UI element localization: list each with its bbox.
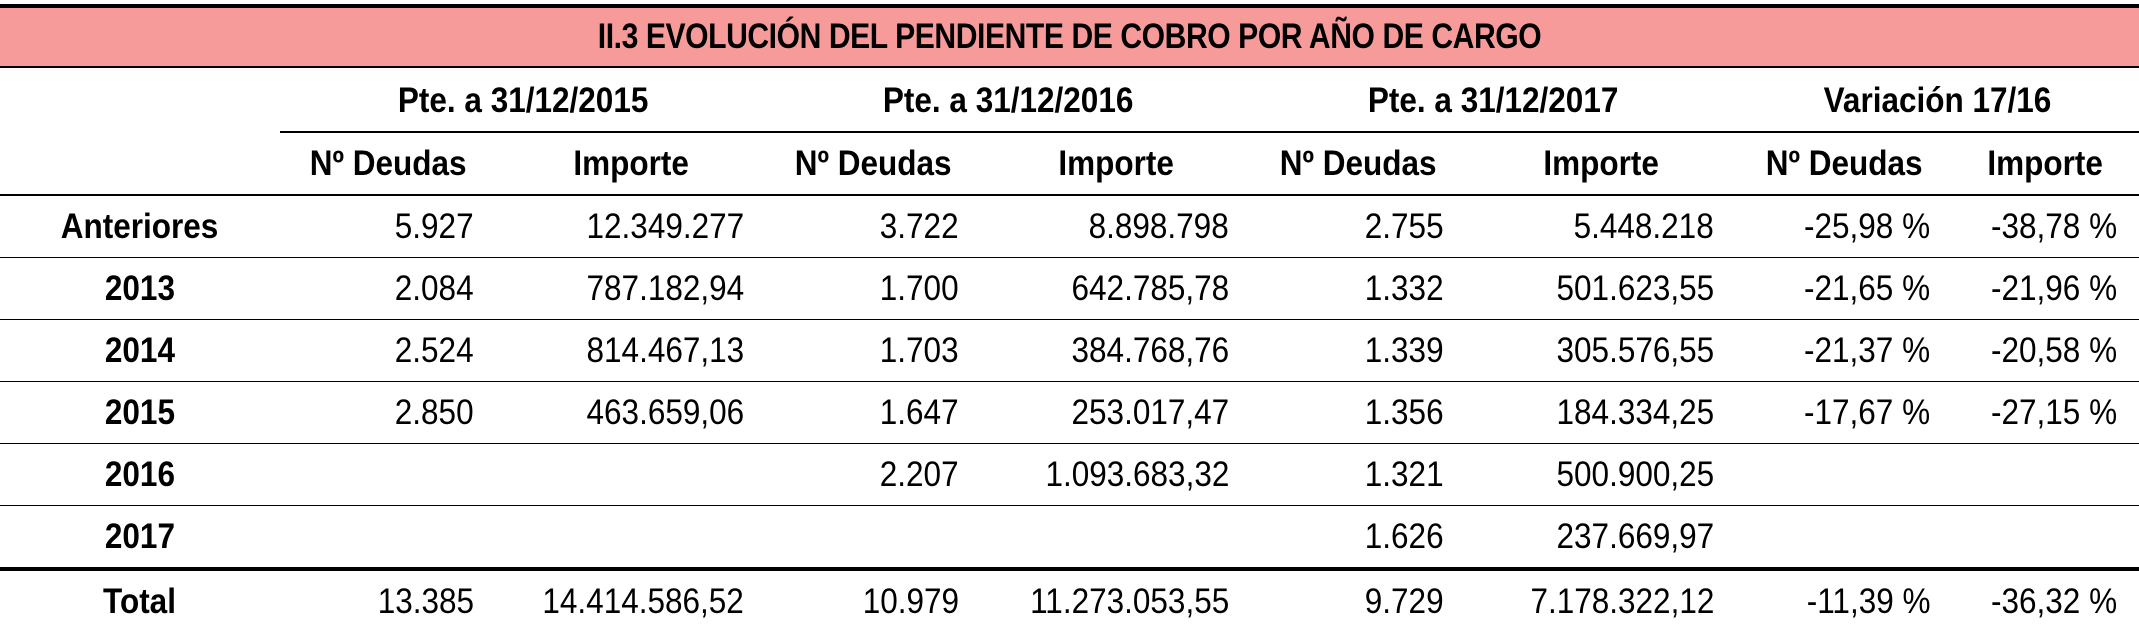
sub-header-importe-2016: Importe <box>981 132 1251 195</box>
row-label: 2013 <box>0 258 280 320</box>
table-cell <box>1736 506 1952 570</box>
row-label: 2017 <box>0 506 280 570</box>
corner-cell-sub <box>0 132 280 195</box>
table-cell: 8.898.798 <box>981 195 1251 258</box>
table-cell: 3.722 <box>766 195 981 258</box>
table-cell: 814.467,13 <box>496 320 766 382</box>
sub-header-deudas-2015: Nº Deudas <box>280 132 496 195</box>
total-cell: 9.729 <box>1365 581 1444 621</box>
table-cell: 642.785,78 <box>981 258 1251 320</box>
table-cell: 1.647 <box>766 382 981 444</box>
table-cell: -17,67 % <box>1736 382 1952 444</box>
table-cell: -21,96 % <box>1952 258 2139 320</box>
total-cell: 14.414.586,52 <box>542 581 744 621</box>
table-title-bar <box>0 4 2139 68</box>
sub-header-deudas-2017: Nº Deudas <box>1251 132 1466 195</box>
sub-header-importe-2015: Importe <box>496 132 766 195</box>
sub-header-importe-variation: Importe <box>1952 132 2139 195</box>
total-cell: 13.385 <box>377 581 474 621</box>
table-cell: -21,37 % <box>1736 320 1952 382</box>
table-cell: 237.669,97 <box>1466 506 1736 570</box>
table-cell: 501.623,55 <box>1466 258 1736 320</box>
table-cell <box>280 506 496 570</box>
table-cell: 2.755 <box>1251 195 1466 258</box>
table-row <box>0 444 2139 506</box>
table-row <box>0 506 2139 570</box>
table-cell: 500.900,25 <box>1466 444 1736 506</box>
table-cell <box>1736 444 1952 506</box>
table-title: II.3 EVOLUCIÓN DEL PENDIENTE DE COBRO POR AÑO DE CARGO <box>597 17 1542 56</box>
table-cell: 5.448.218 <box>1466 195 1736 258</box>
table-cell: 1.700 <box>766 258 981 320</box>
sub-header-deudas-2016: Nº Deudas <box>766 132 981 195</box>
corner-cell <box>0 70 280 132</box>
total-label: Total <box>103 581 177 621</box>
total-cell: 10.979 <box>862 581 959 621</box>
table-cell: -27,15 % <box>1952 382 2139 444</box>
total-cell: -36,32 % <box>1990 581 2118 621</box>
table-cell <box>496 506 766 570</box>
row-label: 2016 <box>0 444 280 506</box>
total-row <box>0 569 2139 632</box>
table-cell <box>766 506 981 570</box>
table-cell: -21,65 % <box>1736 258 1952 320</box>
table-row <box>0 195 2139 258</box>
table-cell <box>496 444 766 506</box>
table-cell: 384.768,76 <box>981 320 1251 382</box>
table-cell: 2.084 <box>280 258 496 320</box>
table-cell: 1.356 <box>1251 382 1466 444</box>
table-cell: 1.093.683,32 <box>981 444 1251 506</box>
table-cell: 5.927 <box>280 195 496 258</box>
table-cell: 2.524 <box>280 320 496 382</box>
group-header-2015: Pte. a 31/12/2015 <box>280 70 766 132</box>
group-header-variation: Variación 17/16 <box>1736 70 2139 132</box>
table-cell: 1.703 <box>766 320 981 382</box>
total-cell: 7.178.322,12 <box>1530 581 1714 621</box>
pending-collection-table <box>0 70 2139 632</box>
table-cell: 12.349.277 <box>496 195 766 258</box>
table-cell: 2.207 <box>766 444 981 506</box>
table-cell: 463.659,06 <box>496 382 766 444</box>
sub-header-deudas-variation: Nº Deudas <box>1736 132 1952 195</box>
table-row <box>0 258 2139 320</box>
group-header-row <box>0 70 2139 132</box>
table-cell: 305.576,55 <box>1466 320 1736 382</box>
table-row <box>0 320 2139 382</box>
sub-header-row <box>0 132 2139 195</box>
total-cell: -11,39 % <box>1806 581 1930 621</box>
table-cell: 1.321 <box>1251 444 1466 506</box>
table-cell: 787.182,94 <box>496 258 766 320</box>
table-cell <box>981 506 1251 570</box>
table-cell: 184.334,25 <box>1466 382 1736 444</box>
row-label: 2014 <box>0 320 280 382</box>
table-cell: -25,98 % <box>1736 195 1952 258</box>
table-row <box>0 382 2139 444</box>
table-cell: 1.626 <box>1251 506 1466 570</box>
table-cell: 253.017,47 <box>981 382 1251 444</box>
group-header-2017: Pte. a 31/12/2017 <box>1251 70 1736 132</box>
table-cell <box>280 444 496 506</box>
table-cell: 1.339 <box>1251 320 1466 382</box>
table-cell <box>1952 506 2139 570</box>
row-label: Anteriores <box>0 195 280 258</box>
table-cell: -38,78 % <box>1952 195 2139 258</box>
table-cell <box>1952 444 2139 506</box>
total-cell: 11.273.053,55 <box>1029 581 1229 621</box>
table-cell: 2.850 <box>280 382 496 444</box>
table-cell: -20,58 % <box>1952 320 2139 382</box>
table-cell: 1.332 <box>1251 258 1466 320</box>
group-header-2016: Pte. a 31/12/2016 <box>766 70 1251 132</box>
sub-header-importe-2017: Importe <box>1466 132 1736 195</box>
row-label: 2015 <box>0 382 280 444</box>
